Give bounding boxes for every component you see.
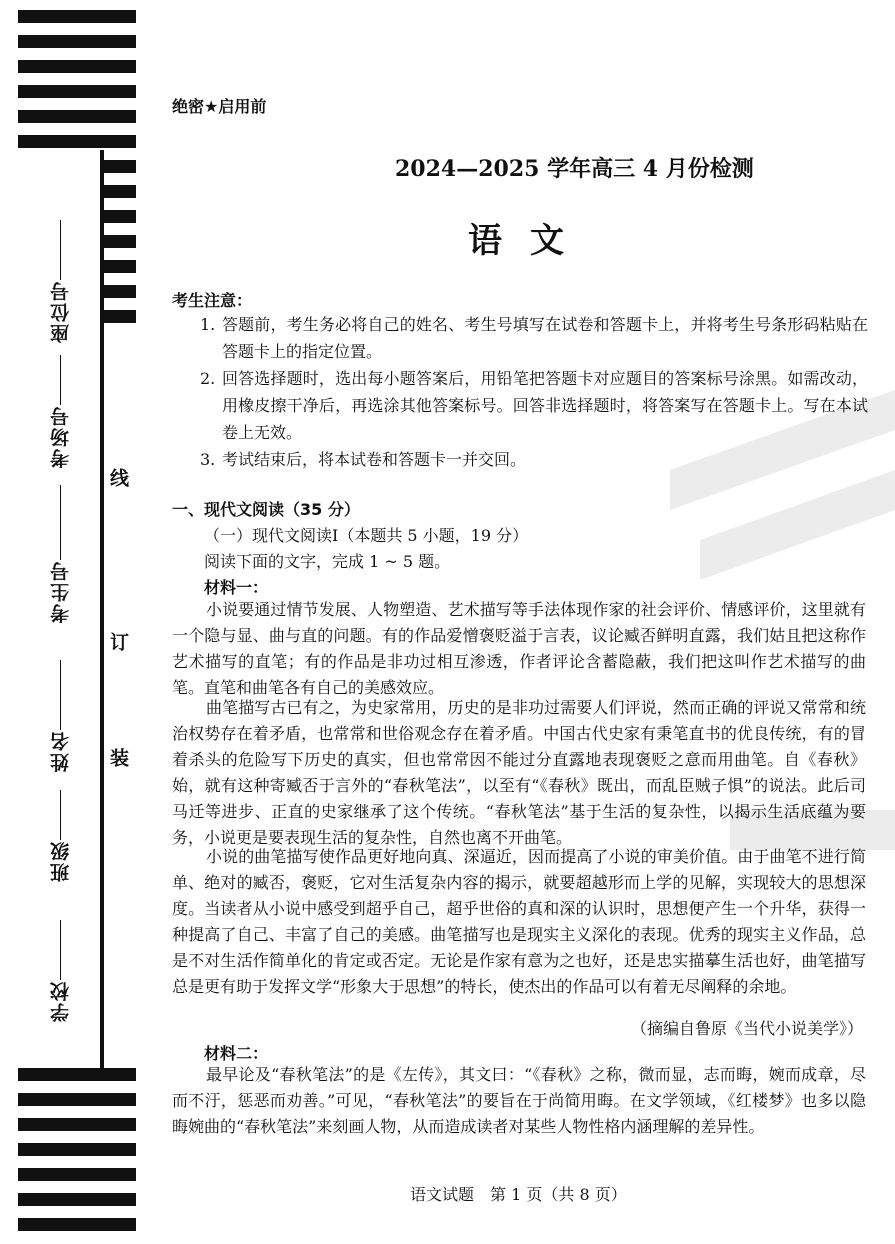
class-label: 班级: [49, 840, 72, 882]
material-one-paragraph-2: 曲笔描写古已有之，为史家常用，历史的是非功过需要人们评说，然而正确的评说又常常和统治权势存在着矛盾，也常常和世俗观念存在着矛盾。中国古代史家有秉笔直书的优良传统，有的冒着杀头的危险写下历史的真实，但也常常因不能过分直露地表现褒贬之意而用曲笔。自《春秋》始，就有这种寄臧否于言外的“春秋笔法”，以至有“《春秋》既出，而乱臣贼子惧”的说法。此后司马迁等进步、正直的史家继承了这个传统。“春秋笔法”基于生活的复杂性，以揭示生活底蕴为要务，小说更是要表现生活的复杂性，自然也离不开曲笔。: [172, 698, 866, 847]
material-one-paragraph-1: 小说要通过情节发展、人物塑造、艺术描写等手法体现作家的社会评价、情感评价，这里就有一个隐与显、曲与直的问题。有的作品爱憎褒贬溢于言表，议论臧否鲜明直露，我们姑且把这称作艺术描写的直笔；有的作品是非功过相互渗透，作者评论含蓄隐蔽，我们把这叫作艺术描写的曲笔。直笔和曲笔各有自己的美感效应。: [172, 600, 866, 697]
reading-instruction: 阅读下面的文字，完成 1 ~ 5 题。: [204, 552, 451, 571]
subject-title: 语文: [468, 221, 592, 261]
exam-room-label: 考场号: [49, 405, 72, 468]
binding-line-char: 订: [107, 632, 129, 651]
material-one-label: 材料一：: [204, 578, 269, 597]
name-label: 姓名: [49, 730, 72, 772]
notice-text: 答题前，考生务必将自己的姓名、考生号填写在试卷和答题卡上，并将考生号条形码粘贴在答题卡上的指定位置。: [222, 315, 868, 361]
notice-number: 3.: [200, 450, 216, 469]
source-citation: （摘编自鲁原《当代小说美学》）: [630, 1019, 863, 1038]
field-underline: [60, 790, 61, 840]
notice-item: [200, 446, 868, 473]
field-underline: [60, 660, 61, 730]
confidential-mark: 绝密★启用前: [172, 97, 267, 116]
seat-number-field[interactable]: [40, 220, 80, 343]
seat-number-label: 座位号: [49, 280, 72, 343]
binding-line-char: 装: [107, 748, 129, 767]
exam-title: 2024—2025 学年高三 4 月份检测: [395, 156, 754, 182]
notice-heading: 考生注意：: [172, 291, 253, 310]
notice-number: 1.: [200, 315, 216, 334]
material-two-paragraph-1: 最早论及“春秋笔法”的是《左传》，其文曰：“《春秋》之称，微而显，志而晦，婉而成章，尽而不汙，惩恶而劝善。”可见，“春秋笔法”的要旨在于尚简用晦。在文学领域，《红楼梦》也多以隐晦婉曲的“春秋笔法”来刻画人物，从而造成读者对某些人物性格内涵理解的差异性。: [172, 1065, 866, 1136]
field-underline: [60, 920, 61, 980]
material-one-paragraph-3: 小说的曲笔描写使作品更好地向真、深逼近，因而提高了小说的审美价值。由于曲笔不进行简单、绝对的臧否，褒贬，它对生活复杂内容的揭示，就要超越形而上学的见解，实现较大的思想深度。当读者从小说中感受到超乎自己，超乎世俗的真和深的认识时，思想便产生一个升华，获得一种提高了自己、丰富了自己的美感。曲笔描写也是现实主义深化的表现。优秀的现实主义作品，总是不对生活作简单化的肯定或否定。无论是作家有意为之也好，还是忠实描摹生活也好，曲笔描写总是更有助于发挥文学“形象大于思想”的特长，使杰出的作品可以有着无尽阐释的余地。: [172, 847, 866, 996]
section-heading: 一、现代文阅读（35 分）: [172, 500, 360, 519]
school-label: 学校: [49, 980, 72, 1022]
name-field[interactable]: [40, 660, 80, 772]
field-underline: [60, 485, 61, 560]
notice-item: [200, 311, 868, 365]
page-footer: 语文试题 第 1 页（共 8 页）: [410, 1185, 627, 1204]
school-field[interactable]: [40, 920, 80, 1022]
subsection-heading: （一）现代文阅读Ⅰ（本题共 5 小题，19 分）: [204, 526, 529, 545]
notice-text: 考试结束后，将本试卷和答题卡一并交回。: [222, 450, 527, 469]
class-field[interactable]: [40, 790, 80, 882]
notice-number: 2.: [200, 369, 216, 388]
material-two-label: 材料二：: [204, 1044, 269, 1063]
candidate-number-label: 考生号: [49, 560, 72, 623]
notice-list: [200, 311, 868, 473]
field-underline: [60, 355, 61, 405]
notice-item: [200, 365, 868, 446]
binding-line-char: 线: [107, 468, 129, 487]
candidate-number-field[interactable]: [40, 485, 80, 623]
notice-text: 回答选择题时，选出每小题答案后，用铅笔把答题卡对应题目的答案标号涂黑。如需改动，用橡皮擦干净后，再选涂其他答案标号。回答非选择题时，将答案写在答题卡上。写在本试卷上无效。: [222, 369, 868, 442]
exam-room-field[interactable]: [40, 355, 80, 468]
field-underline: [60, 220, 61, 280]
